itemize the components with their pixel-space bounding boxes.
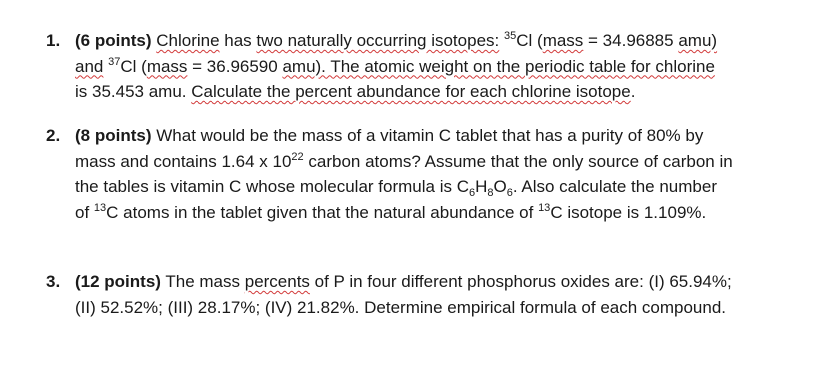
text-run: C isotope is 1.109%. (550, 202, 707, 222)
points-label: (6 points) (75, 31, 152, 50)
question-line (75, 54, 795, 80)
mass-number: 37 (108, 55, 121, 68)
question-body (75, 269, 795, 320)
question-line (75, 174, 795, 200)
text-run: of P in four different phosphorus oxides are: (I) 65.94%; (309, 272, 732, 291)
text-run: (II) 52.52%; (III) 28.17%; (IV) 21.82%. Determine empirical formula of each compound. (75, 297, 727, 317)
text-run: is 35.453 amu. (75, 82, 192, 101)
text-run: and (75, 56, 104, 76)
text-run: The mass (160, 272, 245, 291)
subscript: 8 (487, 187, 494, 199)
question-number: 3. (46, 272, 61, 291)
question-line (75, 200, 795, 226)
question-line (75, 79, 795, 105)
question-line (75, 149, 795, 175)
points-label: (12 points) (75, 272, 161, 291)
mass-number: 13 (538, 201, 551, 214)
text-run: = 36.96590 (187, 56, 283, 76)
question-line (75, 269, 795, 295)
text-run: amu) (678, 31, 718, 50)
text-run: = 34.96885 (583, 31, 679, 50)
text-run: mass (542, 31, 584, 50)
text-run: of (75, 202, 94, 222)
question-line (75, 123, 795, 149)
text-run: O (493, 177, 507, 196)
text-run: Cl ( (120, 56, 147, 76)
exponent: 22 (291, 150, 304, 163)
question-number: 1. (46, 31, 61, 50)
question-body (75, 28, 795, 105)
mass-number: 13 (93, 201, 107, 214)
points-label: (8 points) (75, 126, 152, 145)
text-run: Cl ( (516, 31, 543, 50)
text-run: the tables is vitamin C whose molecular formula is C (75, 177, 469, 196)
text-run: What would be the mass of a vitamin C tablet that has a purity of 80% by (156, 126, 704, 145)
text-run: two naturally occurring isotopes: (256, 31, 500, 50)
text-run: mass (146, 56, 188, 76)
text-run: . (630, 82, 636, 101)
text-run: percents (244, 272, 310, 291)
text-run: C atoms in the tablet given that the natural abundance of (106, 202, 539, 222)
question-body (75, 123, 795, 225)
question-line (75, 28, 795, 54)
text-run: amu). The atomic weight on the periodic table for chlorine (282, 56, 715, 76)
question-number: 2. (46, 126, 61, 145)
mass-number: 35 (503, 30, 517, 42)
subscript: 6 (506, 187, 513, 199)
subscript: 6 (468, 187, 476, 199)
text-run: carbon atoms? Assume that the only source of carbon in (303, 151, 733, 171)
text-run: . Also calculate the number (512, 177, 717, 196)
text-run: Calculate the percent abundance for each chlorine isotope (191, 82, 631, 101)
text-run: has (219, 31, 257, 50)
text-run: mass and contains 1.64 x 10 (75, 151, 292, 171)
text-run: Chlorine (156, 31, 220, 50)
question-line (75, 295, 795, 321)
text-run: H (475, 177, 488, 196)
